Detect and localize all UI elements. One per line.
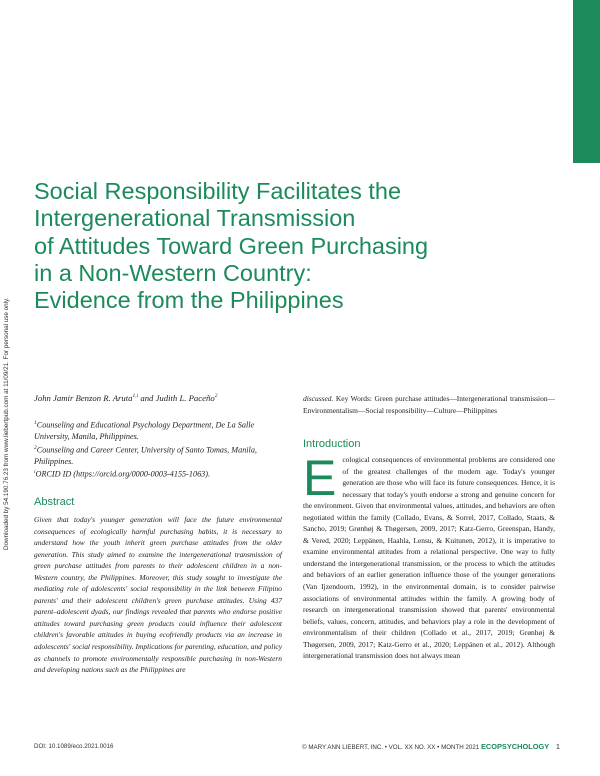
author-affiliation-mark: 1,i: [132, 393, 139, 400]
author-name: Judith L. Paceño: [155, 393, 215, 403]
affiliation-text: Counseling and Career Center, University of Santo Tomas, Manila, Philippines.: [34, 445, 257, 466]
affiliation-item: [34, 418, 284, 443]
author-list: [34, 393, 217, 403]
abstract-heading: Abstract: [34, 496, 75, 508]
page-number: 1: [555, 742, 560, 751]
affiliation-item: [34, 443, 284, 468]
introduction-heading: Introduction: [303, 438, 361, 450]
download-notice-text: Downloaded by 54.190.76.23 from www.liebertpub.com at 11/09/21. For personal use only.: [3, 297, 10, 550]
title-line: Social Responsibility Facilitates the: [34, 178, 402, 204]
affiliation-mark: 1: [34, 420, 37, 426]
author-name: John Jamir Benzon R. Aruta: [34, 393, 133, 403]
footer-separator: •: [384, 744, 389, 751]
abstract-continuation: [303, 393, 555, 416]
doi-link[interactable]: DOI: 10.1089/eco.2021.0016: [34, 743, 114, 750]
journal-name: ECOPSYCHOLOGY: [480, 742, 550, 751]
affiliation-mark: 2: [34, 444, 37, 451]
affiliation-item: [34, 467, 284, 480]
footer-separator: •: [437, 744, 442, 751]
title-line: Intergenerational Transmission: [34, 205, 356, 232]
journal-accent-bar: [573, 0, 600, 163]
abstract-continuation-italic: discussed.: [303, 394, 334, 403]
affiliation-text: ORCID ID (https://orcid.org/0000-0003-4155-1063).: [35, 469, 211, 479]
download-notice: [3, 250, 15, 550]
drop-cap: E: [303, 450, 337, 506]
footer-publisher: © MARY ANN LIEBERT, INC.: [302, 744, 384, 751]
keywords: Key Words: Green purchase attitudes—Intergenerational transmission—Environmentalism—Social responsibility—Culture—Philippines: [303, 394, 555, 415]
introduction-text: cological consequences of environmental problems are considered one of the greatest challenges of the modern age. Today's younger generation are those who will face its future consequences. Hence, it is necessary that today's youth endorse a strong and genuine concern for the environment. Given that environmental values, attitudes, and behaviors are often negotiated within the family (Collado, Evans, & Sorrel, 2017, Collado, Staats, & Sancho, 2019; Grønhøj & Thøgersen, 2009, 2017; Katz-Gerro, Greenspan, Handy, & Vered, 2020; Leppänen, Haahla, Lensu, & Kuitunen, 2012), it is imperative to examine environmental attitudes from a relational perspective. One way to fully understand the intergenerational transmission, or the process to which the attitudes and behaviors of an earlier generation influence those of the younger generations (Van Ijzendoorn, 1992), in the environmental domain, is to consider pairwise associations of environmental attitudes within the family. A growing body of research on intergenerational transmission showed that parents' environmental beliefs, values, concern, attitudes, and behaviors play a role in the development of environmentalism of their children (Collado et al., 2017, 2019; Grønhøj & Thøgersen, 2009, 2017; Katz-Gerro et al., 2020; Leppänen et al., 2012). Although intergenerational transmission does not always mean: [303, 455, 555, 661]
title-line: in a Non-Western Country:: [34, 259, 312, 286]
affiliation-mark: i: [34, 469, 36, 476]
title-line: of Attitudes Toward Green Purchasing: [34, 232, 429, 259]
footer-volume: VOL. XX: [388, 744, 413, 751]
article-title: [34, 178, 554, 314]
footer-month: MONTH 2021: [441, 744, 480, 751]
author-connector: and: [138, 393, 156, 403]
abstract-body: Given that today's younger generation will face the future environmental consequences of ecologically harmful purchasing habits, it is necessary to understand how the youth inherit green purchase attitudes from the older generation. This study aimed to examine the intergenerational transmission of green purchase attitudes from parents to their adolescent children in a non-Western country, the Philippines. Moreover, this study sought to investigate the mediating role of adolescents' social responsibility in the link between Filipino parents' and their adolescent children's green purchase attitudes. Using 437 parent–adolescent dyads, our findings revealed that parents who endorse positive attitudes toward purchasing green products could influence their adolescent children's favorable attitudes in buying ecofriendly products via an increase in adolescents' social responsibility. Implications for parenting, education, and policy as channels to promote environmentally responsible purchasing in non-Western and developing nations such as the Philippines are: [34, 515, 282, 675]
footer-number: NO. XX: [414, 744, 436, 751]
introduction-body: [303, 450, 555, 662]
title-line: Evidence from the Philippines: [34, 287, 344, 314]
affiliations: [34, 418, 284, 480]
footer-citation: [302, 742, 560, 751]
author-affiliation-mark: 2: [214, 393, 218, 400]
affiliation-text: Counseling and Educational Psychology Department, De La Salle University, Manila, Philippines.: [34, 420, 255, 442]
